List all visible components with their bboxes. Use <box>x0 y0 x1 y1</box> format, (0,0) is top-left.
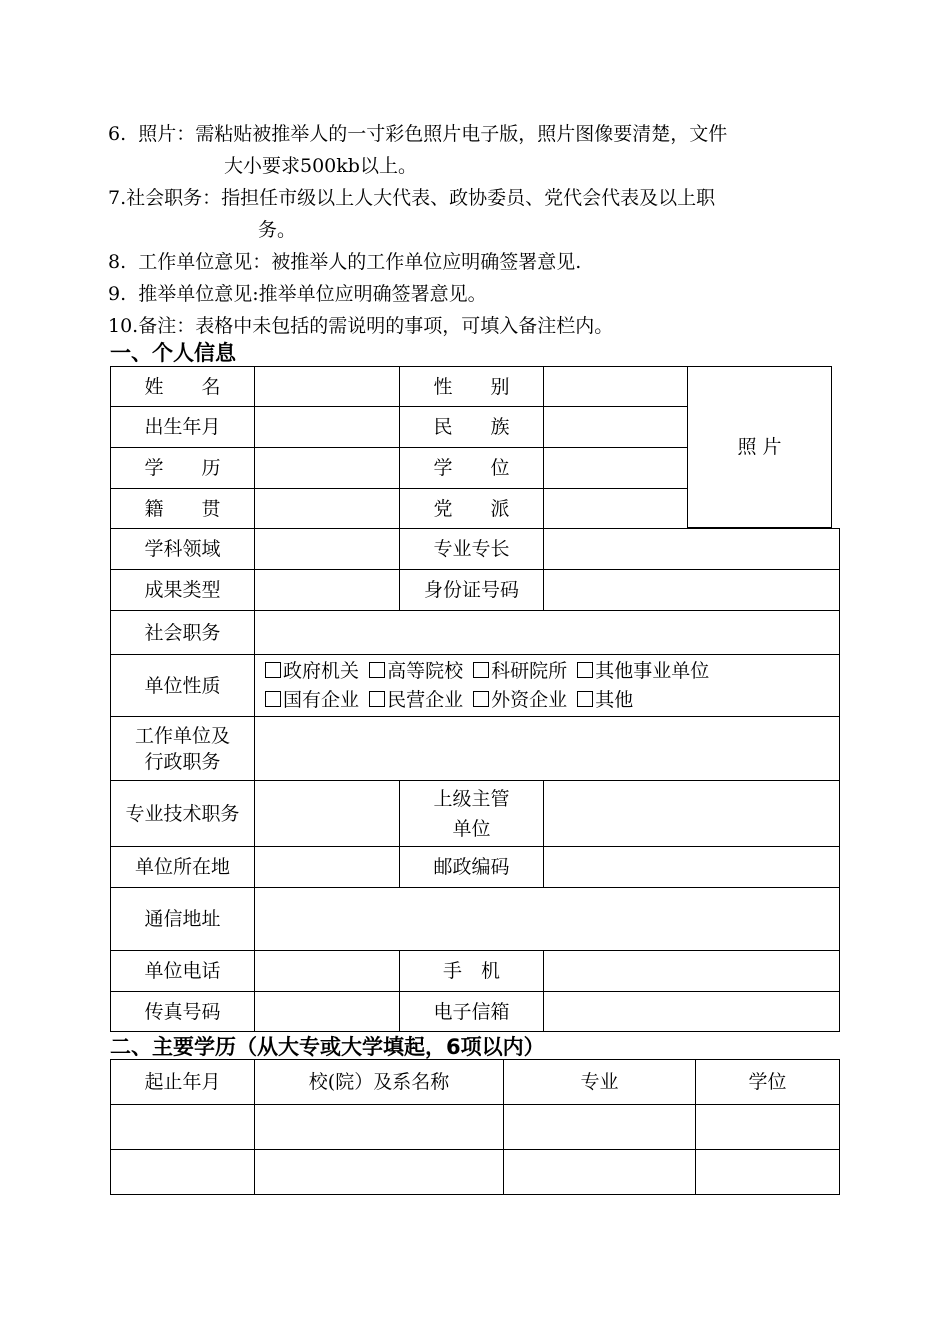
edu-row-2-major[interactable] <box>503 1149 696 1195</box>
edu-header-school: 校(院）及系名称 <box>254 1059 504 1105</box>
note-number: 10. <box>108 315 139 337</box>
note-continuation: 大小要求500kb以上。 <box>224 155 417 177</box>
edu-row-2-school[interactable] <box>254 1149 504 1195</box>
field-name[interactable] <box>254 366 400 407</box>
field-specialty[interactable] <box>543 528 840 570</box>
field-postcode[interactable] <box>543 846 840 888</box>
label-unit-nature: 单位性质 <box>110 654 255 717</box>
edu-header-degree: 学位 <box>695 1059 840 1105</box>
option-other[interactable]: 其他 <box>577 689 633 711</box>
note-7 <box>108 182 848 246</box>
label-social-post: 社会职务 <box>110 610 255 655</box>
field-address[interactable] <box>254 887 840 951</box>
edu-row-1-major[interactable] <box>503 1104 696 1150</box>
edu-row-1-school[interactable] <box>254 1104 504 1150</box>
field-email[interactable] <box>543 991 840 1032</box>
label-unit-phone: 单位电话 <box>110 950 255 992</box>
note-continuation: 务。 <box>258 219 297 241</box>
field-unit-phone[interactable] <box>254 950 400 992</box>
edu-row-1-period[interactable] <box>110 1104 255 1150</box>
label-native: 籍 贯 <box>110 488 255 529</box>
field-party[interactable] <box>543 488 688 529</box>
option-private[interactable]: 民营企业 <box>369 689 463 711</box>
checkbox-icon[interactable] <box>577 662 593 678</box>
label-email: 电子信箱 <box>399 991 544 1032</box>
edu-row-1-degree[interactable] <box>695 1104 840 1150</box>
edu-header-major: 专业 <box>503 1059 696 1105</box>
label-tech-post: 专业技术职务 <box>110 780 255 847</box>
note-text: 备注：表格中未包括的需说明的事项，可填入备注栏内。 <box>138 315 614 337</box>
option-state-owned[interactable]: 国有企业 <box>265 689 359 711</box>
label-unit-location: 单位所在地 <box>110 846 255 888</box>
field-id-number[interactable] <box>543 569 840 611</box>
field-native[interactable] <box>254 488 400 529</box>
label-name: 姓 名 <box>110 366 255 407</box>
checkbox-icon[interactable] <box>265 691 281 707</box>
checkbox-icon[interactable] <box>265 662 281 678</box>
note-text: 照片：需粘贴被推举人的一寸彩色照片电子版，照片图像要清楚，文件 <box>138 123 728 145</box>
field-social-post[interactable] <box>254 610 840 655</box>
unit-nature-options <box>254 654 840 717</box>
option-research-institute[interactable]: 科研院所 <box>473 660 567 682</box>
field-degree[interactable] <box>543 447 688 489</box>
field-discipline[interactable] <box>254 528 400 570</box>
checkbox-icon[interactable] <box>473 662 489 678</box>
field-unit-location[interactable] <box>254 846 400 888</box>
field-tech-post[interactable] <box>254 780 400 847</box>
label-superior-unit: 上级主管 单位 <box>399 780 544 847</box>
checkbox-icon[interactable] <box>473 691 489 707</box>
field-gender[interactable] <box>543 366 688 407</box>
photo-label: 照 片 <box>737 436 782 458</box>
option-foreign[interactable]: 外资企业 <box>473 689 567 711</box>
note-number: 6. <box>108 123 127 145</box>
field-superior-unit[interactable] <box>543 780 840 847</box>
unit-options-row-2 <box>265 686 637 715</box>
edu-row-2-period[interactable] <box>110 1149 255 1195</box>
label-gender: 性 别 <box>399 366 544 407</box>
note-number: 9. <box>108 283 127 305</box>
note-10 <box>108 310 848 342</box>
note-text: 工作单位意见：被推举人的工作单位应明确签署意见. <box>138 251 582 273</box>
label-postcode: 邮政编码 <box>399 846 544 888</box>
label-id-number: 身份证号码 <box>399 569 544 611</box>
label-field: 学科领域 <box>110 528 255 570</box>
label-birth: 出生年月 <box>110 406 255 448</box>
label-achievement: 成果类型 <box>110 569 255 611</box>
note-9 <box>108 278 848 310</box>
note-8 <box>108 246 848 278</box>
edu-header-period: 起止年月 <box>110 1059 255 1105</box>
label-work-unit: 工作单位及 行政职务 <box>110 716 255 781</box>
checkbox-icon[interactable] <box>577 691 593 707</box>
label-fax: 传真号码 <box>110 991 255 1032</box>
field-work-unit[interactable] <box>254 716 840 781</box>
option-other-institution[interactable]: 其他事业单位 <box>577 660 709 682</box>
edu-row-2-degree[interactable] <box>695 1149 840 1195</box>
unit-options-row-1 <box>265 657 713 686</box>
checkbox-icon[interactable] <box>369 662 385 678</box>
instructions <box>108 118 848 342</box>
note-text: 推举单位意见:推举单位应明确签署意见。 <box>138 283 487 305</box>
note-number: 7. <box>108 187 127 209</box>
field-achievement[interactable] <box>254 569 400 611</box>
note-6 <box>108 118 848 182</box>
option-government[interactable]: 政府机关 <box>265 660 359 682</box>
checkbox-icon[interactable] <box>369 691 385 707</box>
field-education[interactable] <box>254 447 400 489</box>
label-ethnic: 民 族 <box>399 406 544 448</box>
field-ethnic[interactable] <box>543 406 688 448</box>
note-text: 社会职务：指担任市级以上人大代表、政协委员、党代会代表及以上职 <box>126 187 716 209</box>
note-number: 8. <box>108 251 127 273</box>
label-education: 学 历 <box>110 447 255 489</box>
label-mobile: 手 机 <box>399 950 544 992</box>
label-degree: 学 位 <box>399 447 544 489</box>
field-birth[interactable] <box>254 406 400 448</box>
label-party: 党 派 <box>399 488 544 529</box>
section-personal-info-title: 一、个人信息 <box>110 341 236 365</box>
label-specialty: 专业专长 <box>399 528 544 570</box>
option-university[interactable]: 高等院校 <box>369 660 463 682</box>
photo-box[interactable] <box>687 366 832 528</box>
field-mobile[interactable] <box>543 950 840 992</box>
label-address: 通信地址 <box>110 887 255 951</box>
field-fax[interactable] <box>254 991 400 1032</box>
section-education-title: 二、主要学历（从大专或大学填起，6项以内） <box>110 1035 545 1059</box>
